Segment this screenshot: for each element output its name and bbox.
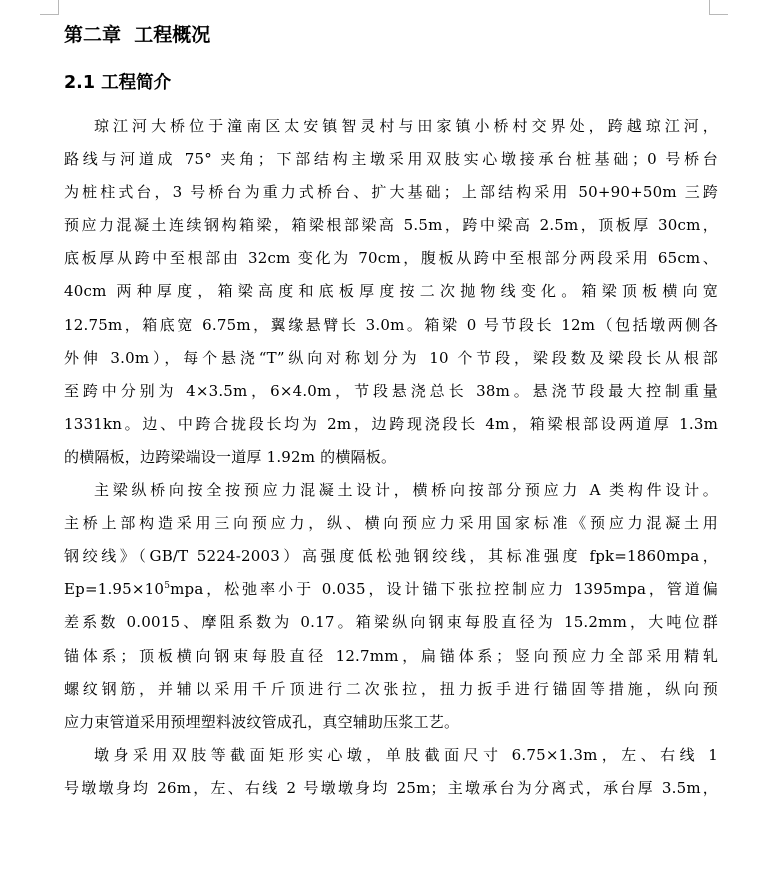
document-page <box>64 18 718 805</box>
paragraph-line: 1331kn。边、中跨合拢段长均为 2m，边跨现浇段长 4m，箱梁根部设两道厚 1.3m <box>64 414 718 433</box>
paragraph-line: 预应力混凝土连续钢构箱梁，箱梁根部梁高 5.5m，跨中梁高 2.5m，顶板厚 30cm， <box>64 216 718 235</box>
paragraph-line: 差系数 0.0015、摩阻系数为 0.17。箱梁纵向钢束每股直径为 15.2mm，大吨位群 <box>64 613 718 632</box>
paragraph-line: 螺纹钢筋，并辅以采用千斤顶进行二次张拉，扭力扳手进行锚固等措施，纵向预 <box>64 679 718 698</box>
paragraph-line: 主桥上部构造采用三向预应力，纵、横向预应力采用国家标准《预应力混凝土用 <box>64 514 718 533</box>
chapter-title: 第二章 工程概况 <box>64 24 211 46</box>
paragraph-line: 至跨中分别为 4×3.5m，6×4.0m，节段悬浇总长 38m。悬浇节段最大控制重量 <box>64 381 718 400</box>
paragraph-line: 40cm 两种厚度，箱梁高度和底板厚度按二次抛物线变化。箱梁顶板横向宽 <box>64 282 718 301</box>
paragraph-line: 琼江河大桥位于潼南区太安镇智灵村与田家镇小桥村交界处，跨越琼江河， <box>94 117 718 135</box>
paragraph-line: 底板厚从跨中至根部由 32cm 变化为 70cm，腹板从跨中至根部分两段采用 65cm、 <box>64 249 718 268</box>
ep-text-after: mpa，松弛率小于 0.035，设计锚下张拉控制应力 1395mpa，管道偏 <box>170 580 718 599</box>
paragraph-line: 号墩墩身均 26m，左、右线 2 号墩墩身均 25m；主墩承台为分离式，承台厚 3.5m， <box>64 778 718 797</box>
paragraph-line: 路线与河道成 75° 夹角；下部结构主墩采用双肢实心墩接承台桩基础；0 号桥台 <box>64 150 718 169</box>
paragraph-1 <box>64 110 718 474</box>
paragraph-line-ep <box>64 573 718 606</box>
paragraph-line: 钢绞线》（GB/T 5224-2003）高强度低松弛钢绞线，其标准强度 fpk=1860mpa， <box>64 547 718 566</box>
paragraph-line: 的横隔板，边跨梁端设一道厚 1.92m 的横隔板。 <box>64 447 397 466</box>
paragraph-line: 为桩柱式台，3 号桥台为重力式桥台、扩大基础；上部结构采用 50+90+50m 三跨 <box>64 183 718 202</box>
paragraph-line: 外伸 3.0m），每个悬浇“T”纵向对称划分为 10 个节段，梁段数及梁段长从根部 <box>64 348 718 367</box>
paragraph-line: 墩身采用双肢等截面矩形实心墩，单肢截面尺寸 6.75×1.3m，左、右线 1 <box>94 745 718 764</box>
page-corner-mark-right <box>709 0 728 15</box>
paragraph-line: 应力束管道采用预埋塑料波纹管成孔，真空辅助压浆工艺。 <box>64 712 460 731</box>
ep-text-before: Ep=1.95×10 <box>64 580 165 599</box>
page-corner-mark-left <box>40 0 59 15</box>
paragraph-line: 锚体系；顶板横向钢束每股直径 12.7mm，扁锚体系；竖向预应力全部采用精轧 <box>64 646 718 665</box>
paragraph-line: 12.75m，箱底宽 6.75m，翼缘悬臂长 3.0m。箱梁 0 号节段长 12m（包括墩两侧各 <box>64 315 718 334</box>
section-title: 2.1 工程简介 <box>64 73 172 93</box>
paragraph-line: 主梁纵桥向按全按预应力混凝土设计，横桥向按部分预应力 A 类构件设计。 <box>94 481 718 500</box>
ep-exponent: 5 <box>164 581 171 592</box>
paragraph-3 <box>64 739 718 805</box>
paragraph-2 <box>64 474 718 739</box>
